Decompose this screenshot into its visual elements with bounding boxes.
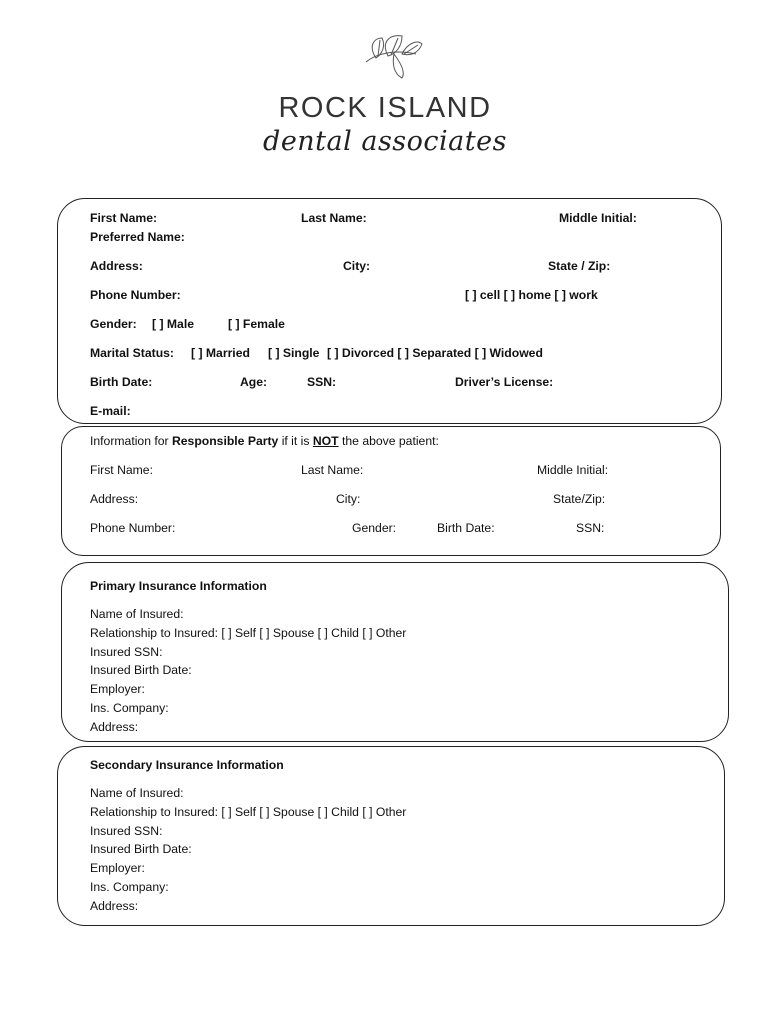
logo-script: dental associates (263, 126, 507, 157)
intro-mid: if it is (281, 434, 310, 448)
phone-type-checkboxes[interactable]: [ ] cell [ ] home [ ] work (465, 288, 598, 302)
intro-pre: Information for (90, 434, 169, 448)
rp-birth-date-label: Birth Date: (437, 521, 495, 535)
rp-state-zip-label: State/Zip: (553, 492, 606, 506)
gender-male-checkbox[interactable]: [ ] Male (152, 317, 194, 331)
primary-relationship[interactable]: Relationship to Insured: [ ] Self [ ] Spouse [ ] Child [ ] Other (90, 625, 407, 640)
gender-label: Gender: (90, 317, 137, 331)
primary-insured-ssn: Insured SSN: (90, 644, 163, 659)
primary-name-of-insured: Name of Insured: (90, 607, 184, 621)
preferred-name-label: Preferred Name: (90, 230, 185, 244)
rp-middle-initial-label: Middle Initial: (537, 463, 609, 477)
single-checkbox[interactable]: [ ] Single (268, 346, 320, 360)
secondary-insurance-heading: Secondary Insurance Information (90, 758, 284, 772)
primary-address: Address: (90, 719, 139, 734)
married-checkbox[interactable]: [ ] Married (191, 346, 250, 360)
responsible-intro (90, 434, 439, 448)
rp-last-name-label: Last Name: (301, 463, 364, 477)
intro-responsible-party: Responsible Party (171, 434, 279, 448)
last-name-label: Last Name: (301, 211, 367, 225)
primary-ins-company: Ins. Company: (90, 700, 169, 715)
secondary-address: Address: (90, 898, 139, 913)
rp-ssn-label: SSN: (576, 521, 605, 535)
intro-post: the above patient: (341, 434, 439, 448)
email-label: E-mail: (90, 404, 131, 418)
address-label: Address: (90, 259, 143, 273)
logo (0, 28, 770, 168)
primary-insured-birth-date: Insured Birth Date: (90, 663, 192, 678)
primary-insurance-fields (90, 605, 406, 737)
secondary-relationship[interactable]: Relationship to Insured: [ ] Self [ ] Spouse [ ] Child [ ] Other (90, 804, 407, 819)
rp-phone-label: Phone Number: (90, 521, 176, 535)
secondary-insured-ssn: Insured SSN: (90, 823, 163, 838)
intro-not: NOT (312, 434, 339, 448)
rp-gender-label: Gender: (352, 521, 397, 535)
marital-status-label: Marital Status: (90, 346, 174, 360)
drivers-license-label: Driver’s License: (455, 375, 554, 389)
middle-initial-label: Middle Initial: (559, 211, 637, 225)
rp-address-label: Address: (90, 492, 139, 506)
primary-insurance-heading: Primary Insurance Information (90, 579, 267, 593)
marital-other-checkboxes[interactable]: [ ] Divorced [ ] Separated [ ] Widowed (327, 346, 543, 360)
birth-date-label: Birth Date: (90, 375, 153, 389)
ssn-label: SSN: (307, 375, 337, 389)
logo-title: ROCK ISLAND (278, 92, 492, 124)
leaves-logo-icon (358, 32, 424, 80)
phone-label: Phone Number: (90, 288, 181, 302)
rp-city-label: City: (336, 492, 361, 506)
secondary-insured-birth-date: Insured Birth Date: (90, 842, 192, 857)
first-name-label: First Name: (90, 211, 158, 225)
state-zip-label: State / Zip: (548, 259, 611, 273)
primary-employer: Employer: (90, 682, 145, 697)
rp-first-name-label: First Name: (90, 463, 153, 477)
secondary-employer: Employer: (90, 861, 145, 876)
gender-female-checkbox[interactable]: [ ] Female (228, 317, 285, 331)
age-label: Age: (240, 375, 268, 389)
secondary-ins-company: Ins. Company: (90, 879, 169, 894)
secondary-name-of-insured: Name of Insured: (90, 786, 184, 800)
city-label: City: (343, 259, 371, 273)
secondary-insurance-fields (90, 784, 406, 916)
